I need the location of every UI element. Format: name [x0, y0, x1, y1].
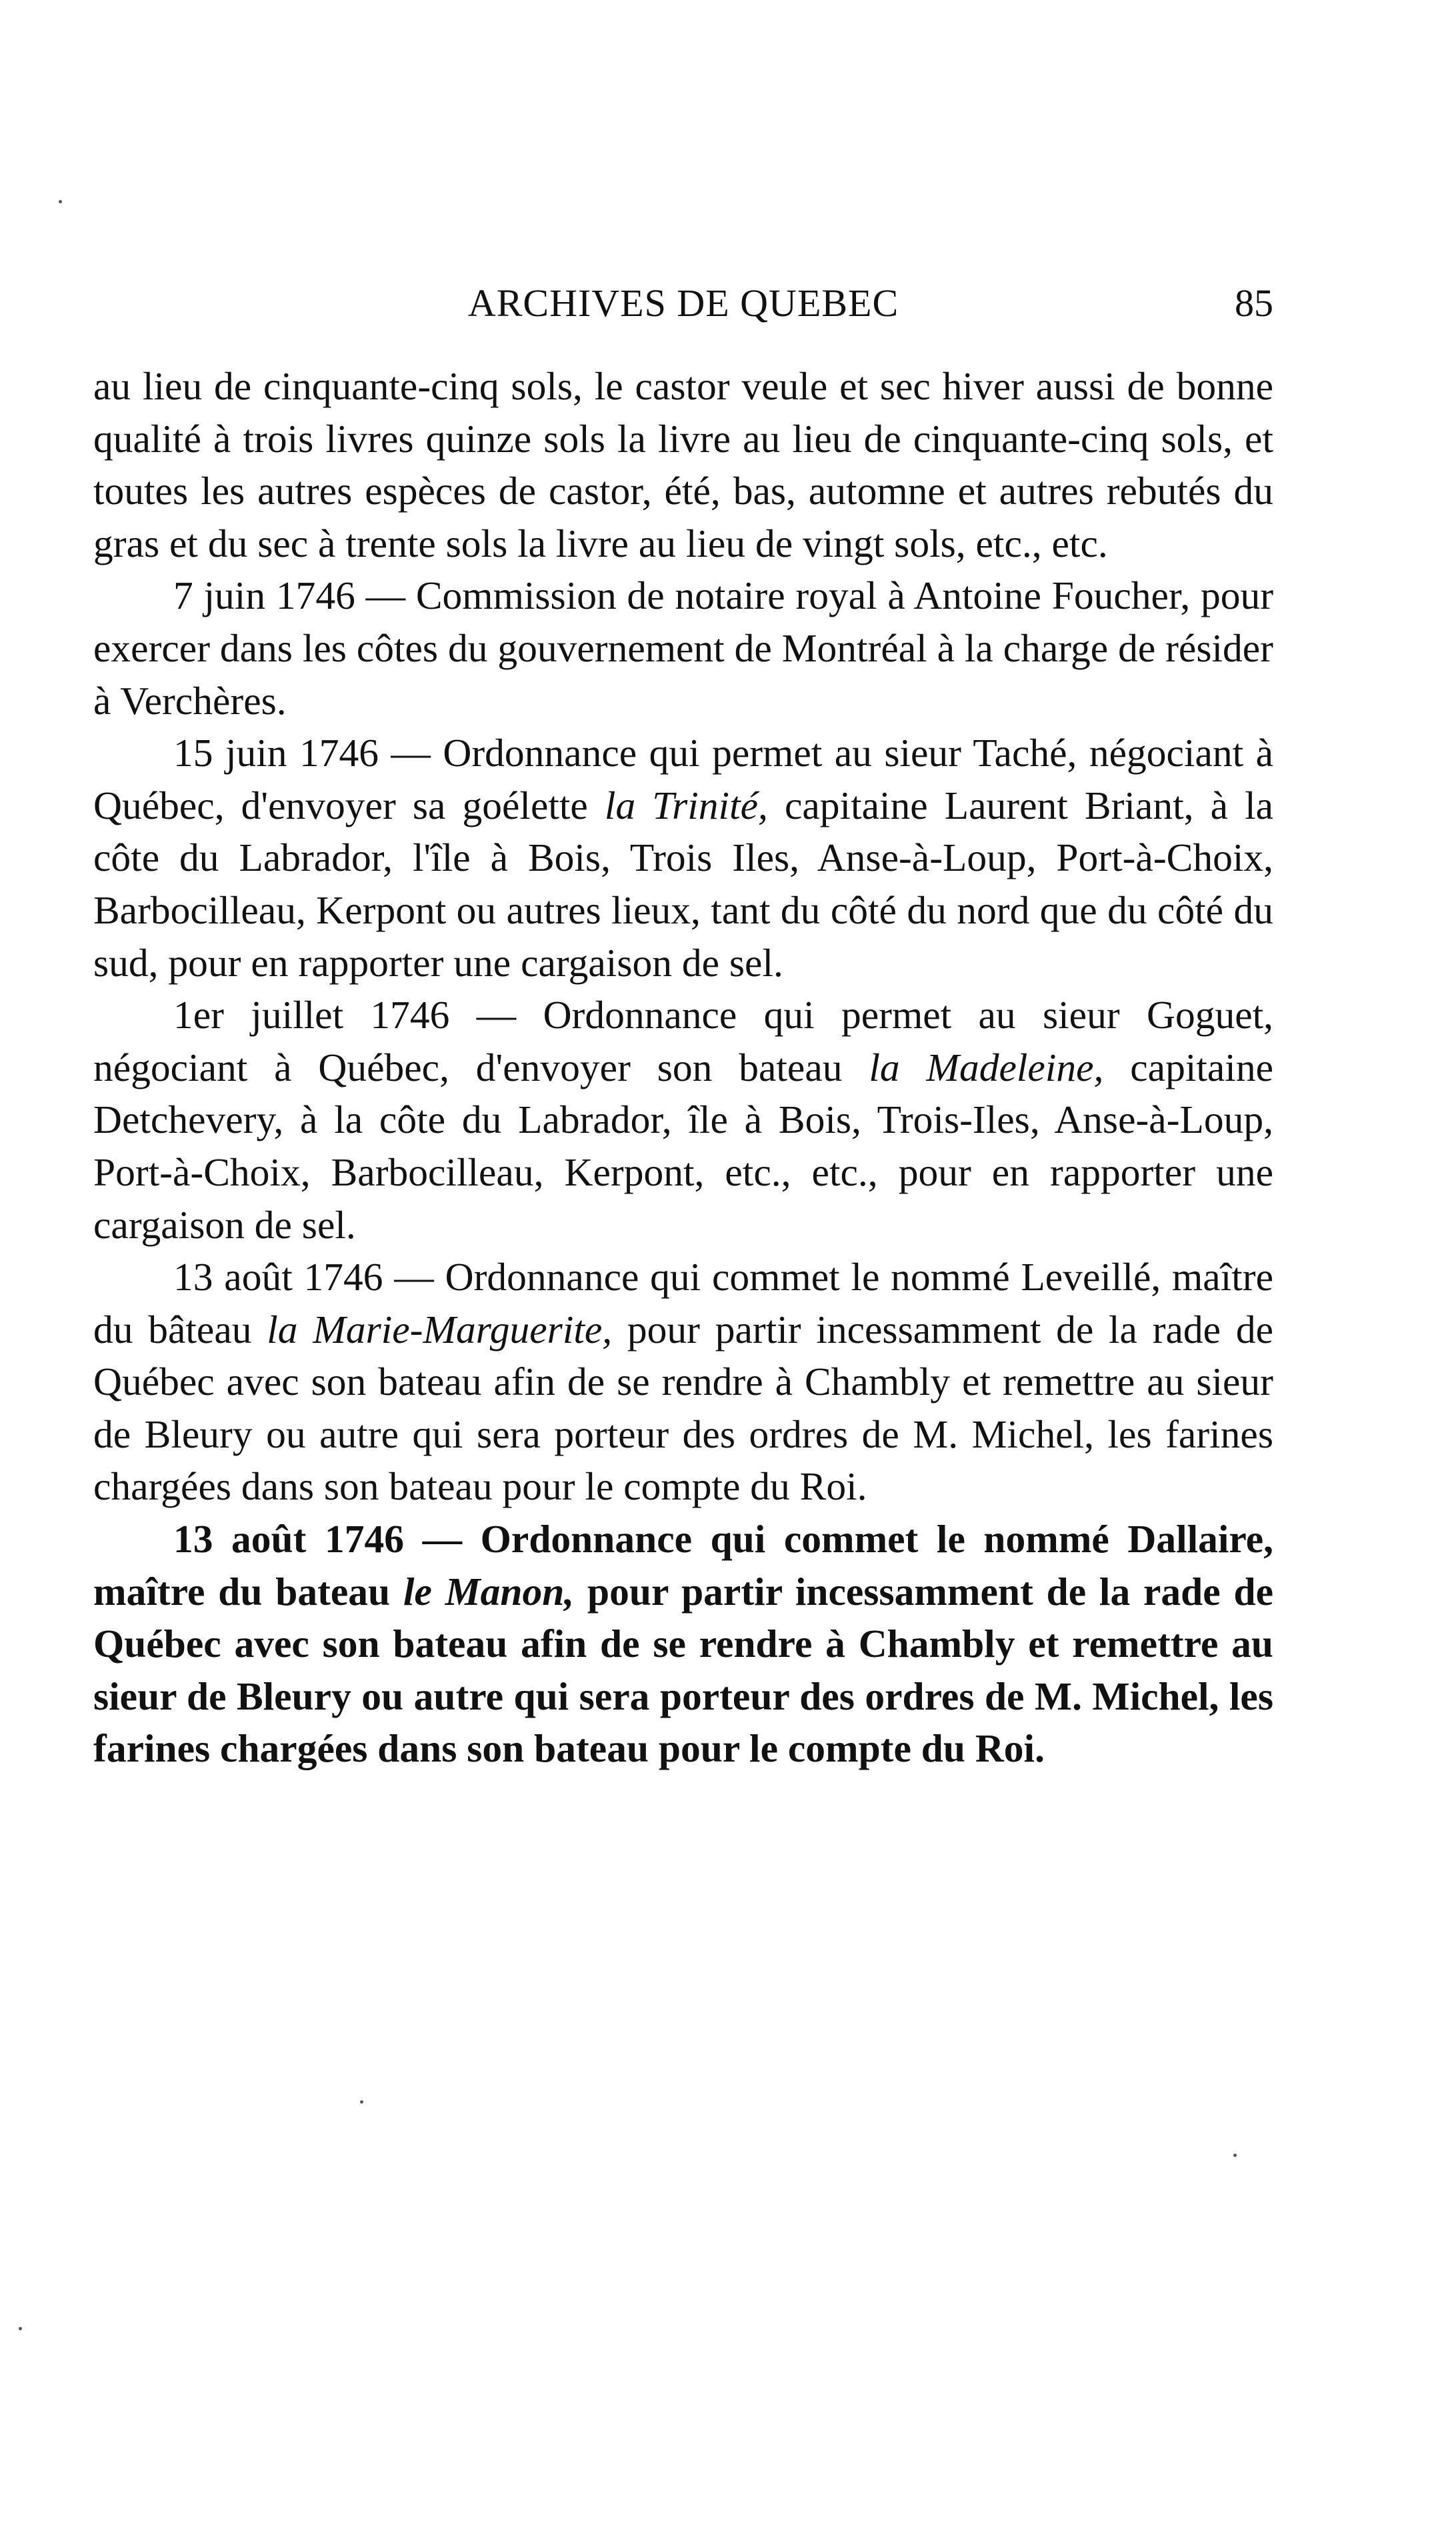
entry-text: pour partir incessamment de la rade de Québec avec son bateau afin de se rendre à Chambly et remettre au sieur de Bleury ou autre qui sera porteur des ordres de M. Michel, les farines chargées dans son bateau pour le compte du Roi. — [93, 1569, 1274, 1771]
entry-text: pour partir incessamment de la rade de Québec avec son bateau afin de se rendre à Chambly et remettre au sieur de Bleury ou autre qui sera porteur des ordres de M. Michel, les farines chargées dans son bateau pour le compte du Roi. — [93, 1307, 1273, 1509]
entry-dash: — — [355, 573, 416, 618]
entry-text: Ordonnance qui commet le nommé Leveillé, maître du bâteau — [93, 1255, 1273, 1352]
entry-dash: — — [449, 993, 543, 1037]
entry-text: capitaine Detchevery, à la côte du Labrador, île à Bois, Trois-Iles, Anse-à-Loup, Port-à-Choix, Barbocilleau, Kerpont, etc., etc., pour en rapporter une cargaison de sel. — [93, 1045, 1273, 1247]
paragraph-text: au lieu de cinquante-cinq sols, le castor veule et sec hiver aussi de bonne qualité à trois livres quinze sols la livre au lieu de cinquante-cinq sols, et toutes les autres espèces de castor, été, bas, automne et autres rebutés du gras et du sec à trente sols la livre au lieu de vingt sols, etc., etc. — [93, 364, 1273, 565]
vessel-name: la Trinité, — [604, 783, 768, 827]
scan-speck — [59, 200, 62, 203]
scan-speck — [360, 2100, 363, 2104]
entry-ordinance-goguet — [93, 989, 1273, 1251]
entry-ordinance-tache — [93, 727, 1273, 989]
scan-speck — [1233, 2154, 1237, 2157]
entry-date: 15 juin 1746 — [173, 731, 379, 775]
entry-ordinance-dallaire — [93, 1513, 1273, 1775]
entry-ordinance-leveille — [93, 1251, 1273, 1513]
entry-dash: — — [404, 1517, 481, 1562]
entry-text: Commission de notaire royal à Antoine Foucher, pour exercer dans les côtes du gouvernement de Montréal à la charge de résider à Verchères. — [93, 573, 1274, 723]
entry-text: capitaine Laurent Briant, à la côte du Labrador, l'île à Bois, Trois Iles, Anse-à-Loup, Port-à-Choix, Barbocilleau, Kerpont ou autres lieux, tant du côté du nord que du côté du sud, pour en rapporter une cargaison de sel. — [93, 783, 1274, 985]
page-header — [93, 273, 1273, 333]
entry-text: Ordonnance qui permet au sieur Taché, négociant à Québec, d'envoyer sa goélette — [93, 731, 1274, 827]
page-number: 85 — [1235, 281, 1273, 325]
entry-date: 7 juin 1746 — [173, 573, 355, 618]
scan-speck — [19, 2327, 22, 2330]
vessel-name: la Marie-Marguerite, — [267, 1307, 613, 1352]
entry-date: 13 août 1746 — [173, 1255, 383, 1300]
entry-notary-commission — [93, 569, 1273, 727]
entry-text: Ordonnance qui commet le nommé Dallaire, maître du bateau — [93, 1517, 1274, 1614]
body-text — [93, 360, 1273, 1775]
vessel-name: le Manon, — [403, 1569, 575, 1614]
running-title: ARCHIVES DE QUEBEC — [467, 281, 899, 325]
vessel-name: la Madeleine, — [869, 1045, 1104, 1089]
entry-date: 13 août 1746 — [173, 1517, 405, 1562]
entry-date: 1er juillet 1746 — [173, 993, 450, 1037]
paragraph-continuation — [93, 360, 1273, 569]
entry-dash: — — [378, 731, 443, 775]
entry-text: Ordonnance qui permet au sieur Goguet, négociant à Québec, d'envoyer son bateau — [93, 993, 1274, 1089]
entry-dash: — — [383, 1255, 445, 1300]
